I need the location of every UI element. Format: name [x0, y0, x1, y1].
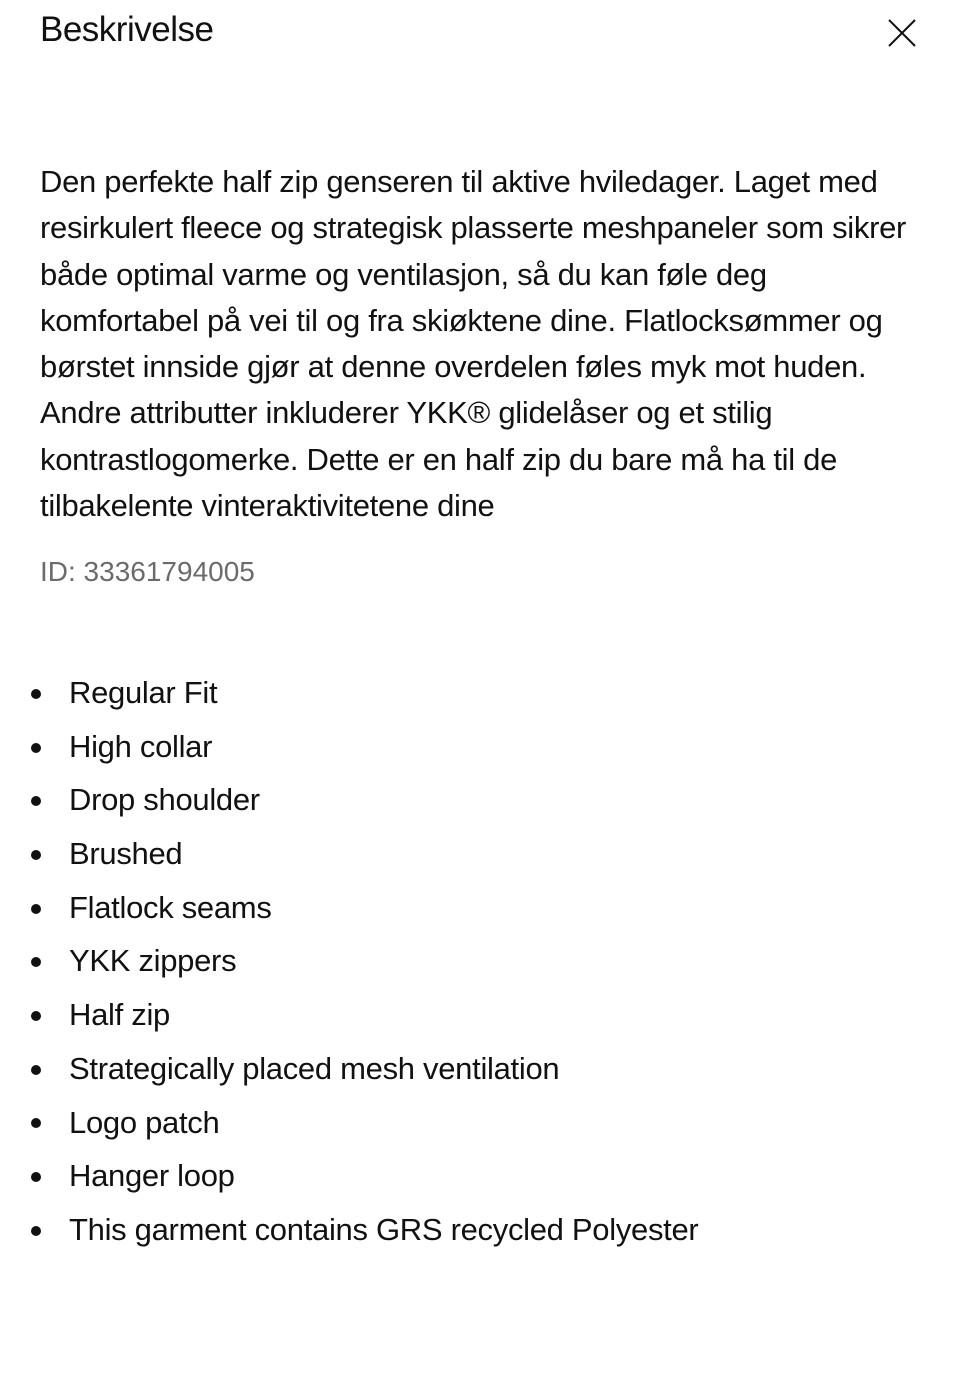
feature-item: [0, 773, 960, 827]
bullet-icon: [31, 904, 41, 914]
feature-item: [0, 720, 960, 774]
bullet-icon: [31, 1118, 41, 1128]
feature-label: Hanger loop: [69, 1158, 235, 1194]
bullet-icon: [31, 1226, 41, 1236]
close-icon: [884, 15, 920, 51]
bullet-icon: [31, 689, 41, 699]
feature-label: YKK zippers: [69, 943, 237, 979]
feature-label: This garment contains GRS recycled Polyester: [69, 1211, 699, 1247]
feature-label: Logo patch: [69, 1104, 220, 1140]
bullet-icon: [31, 1011, 41, 1021]
modal-title: Beskrivelse: [40, 10, 214, 49]
product-id: ID: 33361794005: [40, 556, 255, 587]
feature-item: [0, 1203, 960, 1257]
feature-item: [0, 827, 960, 881]
feature-item: [0, 666, 960, 720]
bullet-icon: [31, 743, 41, 753]
feature-label: Half zip: [69, 997, 170, 1033]
feature-item: [0, 934, 960, 988]
feature-list: [0, 666, 960, 1257]
close-button[interactable]: [884, 15, 920, 51]
bullet-icon: [31, 1172, 41, 1182]
bullet-icon: [31, 850, 41, 860]
feature-label: Strategically placed mesh ventilation: [69, 1050, 560, 1086]
modal-header: [0, 0, 960, 70]
bullet-icon: [31, 1065, 41, 1075]
feature-item: [0, 881, 960, 935]
bullet-icon: [31, 957, 41, 967]
bullet-icon: [31, 796, 41, 806]
feature-item: [0, 1042, 960, 1096]
feature-label: High collar: [69, 728, 213, 764]
feature-label: Regular Fit: [69, 675, 218, 710]
feature-item: [0, 1096, 960, 1150]
feature-item: [0, 988, 960, 1042]
feature-item: [0, 1149, 960, 1203]
feature-label: Flatlock seams: [69, 889, 272, 925]
feature-label: Drop shoulder: [69, 782, 260, 818]
feature-label: Brushed: [69, 836, 183, 872]
product-description: Den perfekte half zip genseren til aktive hviledager. Laget med resirkulert fleece og strategisk plasserte meshpaneler som sikrer både optimal varme og ventilasjon, så du kan føle deg komfortabel på vei til og fra skiøktene dine. Flatlocksømmer og børstet innside gjør at denne overdelen føles myk mot huden. Andre attributter inkluderer YKK® glidelåser og et stilig kontrastlogomerke. Dette er en half zip du bare må ha til de tilbakelente vinteraktivitetene dine: [40, 164, 907, 524]
